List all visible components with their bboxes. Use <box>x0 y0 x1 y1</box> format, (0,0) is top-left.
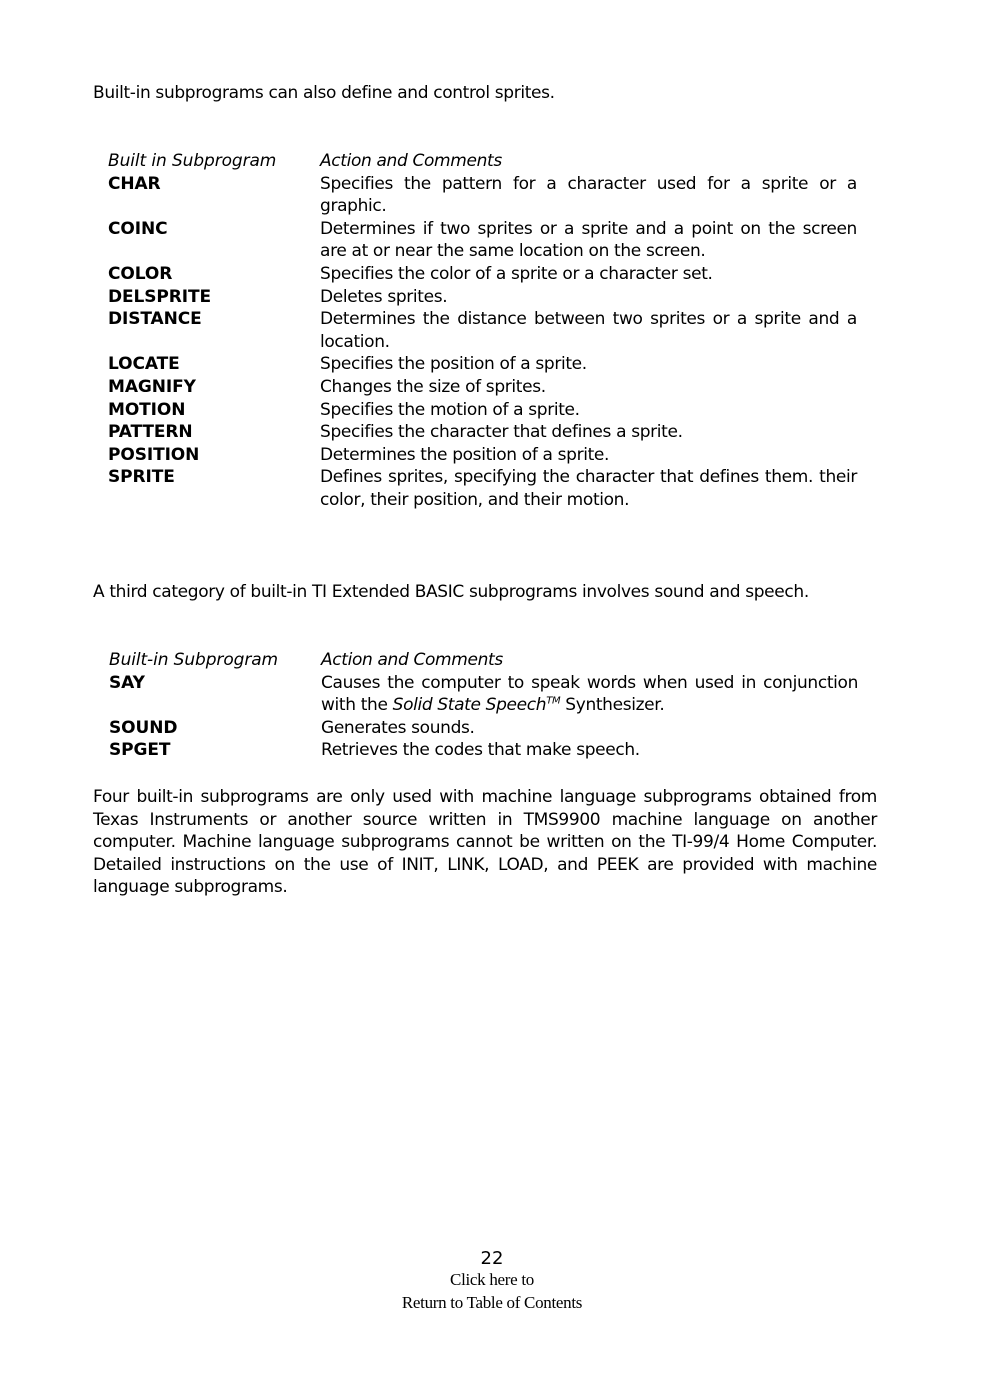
say-description-text: Causes the computer to speak words when used in conjunction with the <box>321 672 858 716</box>
subprogram-description: Determines the position of a sprite. <box>320 444 610 465</box>
table-row <box>108 376 857 399</box>
subprogram-name: SPRITE <box>108 467 175 488</box>
subprogram-name: MAGNIFY <box>108 376 196 397</box>
sprite-table-header-name: Built in Subprogram <box>108 151 277 171</box>
subprogram-description: Specifies the color of a sprite or a character set. <box>320 263 713 284</box>
table-row <box>108 444 857 467</box>
subprogram-name: SPGET <box>109 740 171 761</box>
table-row <box>108 399 857 422</box>
table-row <box>109 717 858 740</box>
return-to-toc-link[interactable] <box>0 1268 984 1314</box>
say-description-product: Solid State Speech <box>392 695 547 716</box>
table-row <box>108 353 857 376</box>
subprogram-description: Defines sprites, specifying the character that defines them. their color, their position, and their motion. <box>320 467 857 510</box>
subprogram-description: Generates sounds. <box>321 717 475 738</box>
subprogram-description: Retrieves the codes that make speech. <box>321 740 640 761</box>
subprogram-name: DELSPRITE <box>108 286 211 307</box>
subprogram-name: PATTERN <box>108 422 193 443</box>
subprogram-description: Determines the distance between two sprites or a sprite and a location. <box>320 309 857 352</box>
trademark-mark: TM <box>546 695 561 707</box>
toc-link-line-1[interactable]: Click here to <box>450 1270 534 1289</box>
subprogram-name: POSITION <box>108 444 200 465</box>
subprogram-name: SAY <box>109 672 145 693</box>
intro-sound-paragraph: A third category of built-in TI Extended BASIC subprograms involves sound and speech. <box>93 582 809 602</box>
table-row <box>108 421 857 444</box>
subprogram-name: DISTANCE <box>108 309 202 330</box>
sound-subprogram-table <box>109 649 858 762</box>
subprogram-name: SOUND <box>109 717 178 738</box>
sound-table-header <box>109 649 858 672</box>
say-description-end: Synthesizer. <box>560 695 665 716</box>
table-row <box>108 263 857 286</box>
sprite-table-header-action: Action and Comments <box>320 151 502 171</box>
toc-link-line-2[interactable]: Return to Table of Contents <box>401 1293 583 1312</box>
table-row <box>108 308 857 353</box>
sound-table-header-action: Action and Comments <box>321 650 503 670</box>
subprogram-description: Specifies the character that defines a sprite. <box>320 422 683 443</box>
table-row <box>109 739 858 762</box>
table-row <box>108 286 857 309</box>
page-number: 22 <box>480 1248 504 1269</box>
sprite-table-header <box>108 150 857 173</box>
subprogram-name: MOTION <box>108 399 186 420</box>
subprogram-description: Deletes sprites. <box>320 286 448 307</box>
intro-sprites-paragraph: Built-in subprograms can also define and control sprites. <box>93 83 555 103</box>
subprogram-name: COINC <box>108 218 168 239</box>
sprite-subprogram-table <box>108 150 857 512</box>
subprogram-description: Determines if two sprites or a sprite and a point on the screen are at or near the same location on the screen. <box>320 218 857 262</box>
table-row <box>108 466 857 511</box>
subprogram-name: CHAR <box>108 173 161 194</box>
sound-table-header-name: Built-in Subprogram <box>109 650 278 670</box>
table-row <box>108 218 857 263</box>
subprogram-name: COLOR <box>108 263 173 284</box>
subprogram-description: Specifies the motion of a sprite. <box>320 399 580 420</box>
subprogram-description: Specifies the pattern for a character used for a sprite or a graphic. <box>320 173 857 217</box>
subprogram-description <box>321 672 858 717</box>
subprogram-description: Changes the size of sprites. <box>320 376 546 397</box>
subprogram-description: Specifies the position of a sprite. <box>320 354 587 375</box>
machine-language-paragraph: Four built-in subprograms are only used with machine language subprograms obtained from Texas Instruments or another source written in TMS9900 machine language on another computer. Machine language subprograms cannot be written on the TI-99/4 Home Computer. Detailed instructions on the use of INIT, LINK, LOAD, and PEEK are provided with machine language subprograms. <box>93 787 877 898</box>
subprogram-name: LOCATE <box>108 354 180 375</box>
table-row <box>109 672 858 717</box>
table-row <box>108 173 857 218</box>
